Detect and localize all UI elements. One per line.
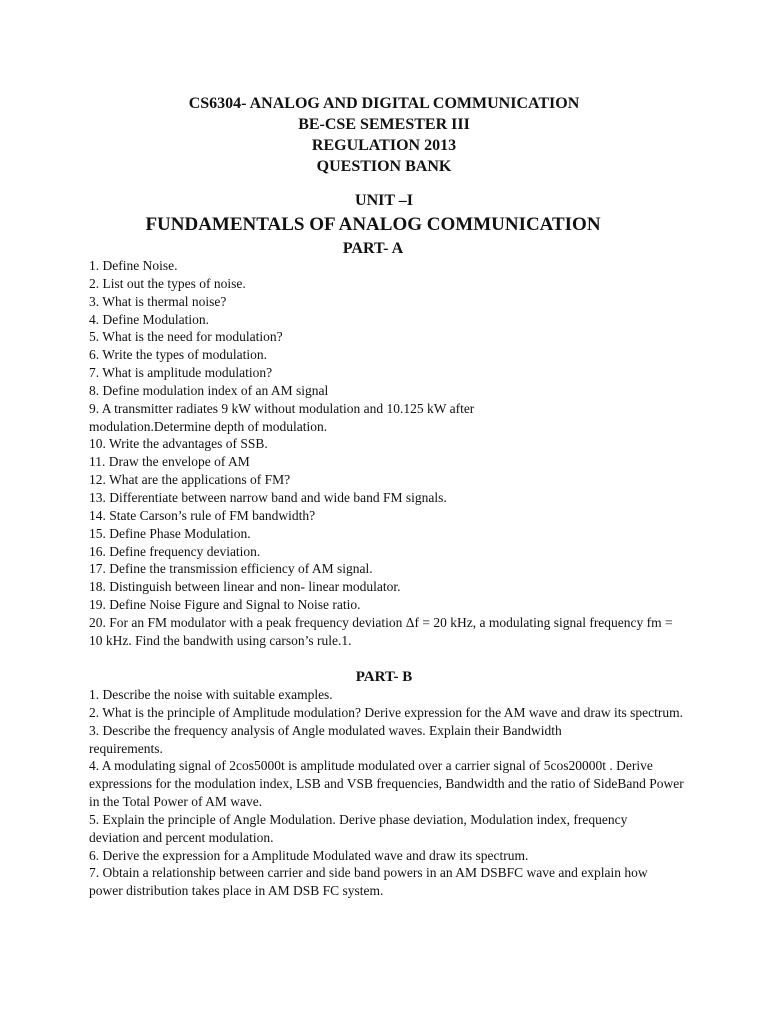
question-item: 11. Draw the envelope of AM (89, 454, 250, 470)
question-item: 9. A transmitter radiates 9 kW without modulation and 10.125 kW after modulation.Determine depth of modulation. (89, 400, 475, 434)
question-item: 1. Describe the noise with suitable examples. (89, 687, 333, 702)
document-header (0, 93, 768, 177)
part-a-heading: PART- A (342, 240, 404, 257)
question-item: 8. Define modulation index of an AM signal (89, 382, 329, 398)
question-item: 4. A modulating signal of 2cos5000t is amplitude modulated over a carrier signal of 5cos20000t . Derive expressions for the modulation index, LSB and VSB frequencies, Bandwidth and the ratio of SideBand Power in the Total Power of AM wave. (89, 758, 684, 810)
question-item: 13. Differentiate between narrow band and wide band FM signals. (89, 489, 447, 505)
semester-line: BE-CSE SEMESTER III (298, 116, 470, 133)
question-item: 20. For an FM modulator with a peak frequency deviation Δf = 20 kHz, a modulating signal frequency fm = 10 kHz. Find the bandwith using carson’s rule.1. (89, 614, 673, 648)
question-item: 19. Define Noise Figure and Signal to Noise ratio. (89, 597, 361, 613)
question-item: 10. Write the advantages of SSB. (89, 436, 268, 452)
question-item: 7. Obtain a relationship between carrier and side band powers in an AM DSBFC wave and explain how power distribution takes place in AM DSB FC system. (89, 865, 648, 899)
question-item: 1. Define Noise. (89, 258, 178, 273)
question-item: 17. Define the transmission efficiency of AM signal. (89, 561, 373, 577)
question-item: 2. What is the principle of Amplitude modulation? Derive expression for the AM wave and draw its spectrum. (89, 704, 683, 720)
question-item: 5. Explain the principle of Angle Modulation. Derive phase deviation, Modulation index, frequency deviation and percent modulation. (89, 811, 628, 845)
regulation-line: REGULATION 2013 (311, 137, 457, 154)
part-b-heading: PART- B (355, 669, 413, 685)
question-item: 14. State Carson’s rule of FM bandwidth? (89, 507, 316, 523)
question-item: 2. List out the types of noise. (89, 275, 246, 291)
question-item: 3. Describe the frequency analysis of Angle modulated waves. Explain their Bandwidth requirements. (89, 722, 562, 756)
question-item: 7. What is amplitude modulation? (89, 365, 273, 381)
question-item: 12. What are the applications of FM? (89, 472, 291, 488)
question-item: 15. Define Phase Modulation. (89, 525, 251, 541)
question-item: 16. Define frequency deviation. (89, 543, 261, 559)
part-b-question-list (89, 686, 689, 900)
document-type-line: QUESTION BANK (316, 158, 452, 175)
question-item: 18. Distinguish between linear and non- linear modulator. (89, 579, 401, 595)
question-item: 3. What is thermal noise? (89, 293, 227, 309)
unit-label: UNIT –I (355, 192, 413, 209)
question-item: 5. What is the need for modulation? (89, 329, 283, 345)
question-item: 6. Derive the expression for a Amplitude Modulated wave and draw its spectrum. (89, 847, 529, 863)
question-item: 4. Define Modulation. (89, 311, 209, 327)
question-item: 6. Write the types of modulation. (89, 347, 268, 363)
unit-title: FUNDAMENTALS OF ANALOG COMMUNICATION (145, 214, 601, 235)
part-a-question-list (89, 257, 689, 650)
course-title: CS6304- ANALOG AND DIGITAL COMMUNICATION (188, 95, 580, 112)
